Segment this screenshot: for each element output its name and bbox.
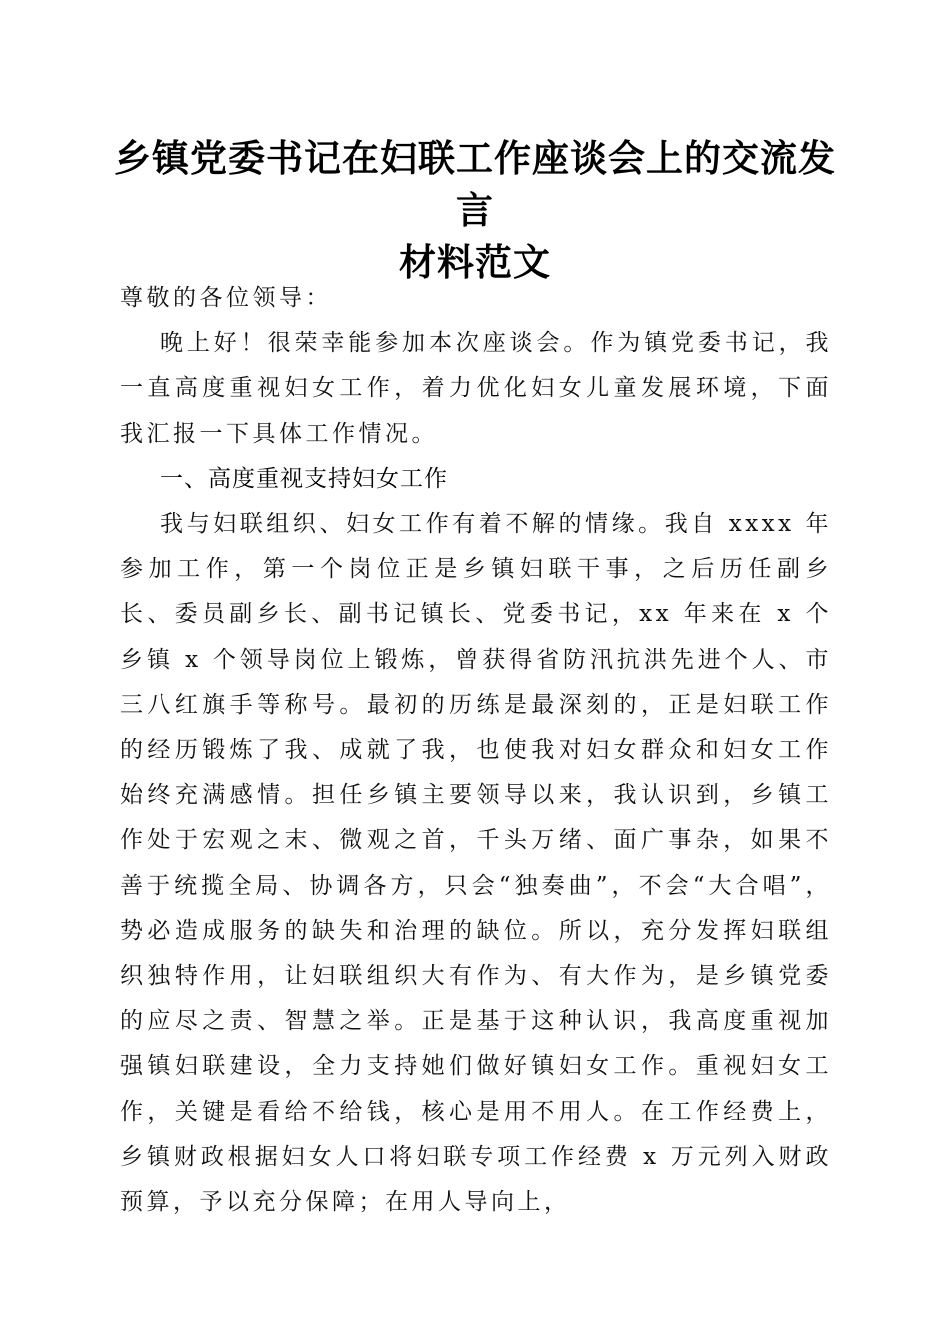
paragraph-section-1: 我与妇联组织、妇女工作有着不解的情缘。我自 xxxx 年参加工作，第一个岗位正是乡镇妇联干事，之后历任副乡长、委员副乡长、副书记镇长、党委书记，xx 年来在 x 个乡镇 x 个领导岗位上锻炼，曾获得省防汛抗洪先进个人、市三八红旗手等称号。最初的历练是最深刻的，正是妇联工作的经历锻炼了我、成就了我，也使我对妇女群众和妇女工作始终充满感情。担任乡镇主要领导以来，我认识到，乡镇工作处于宏观之末、微观之首，千头万绪、面广事杂，如果不善于统揽全局、协调各方，只会“独奏曲”，不会“大合唱”，势必造成服务的缺失和治理的缺位。所以，充分发挥妇联组织独特作用，让妇联组织大有作为、有大作为，是乡镇党委的应尽之责、智慧之举。正是基于这种认识，我高度重视加强镇妇联建设，全力支持她们做好镇妇女工作。重视妇女工作，关键是看给不给钱，核心是用不用人。在工作经费上，乡镇财政根据妇女人口将妇联专项工作经费 x 万元列入财政预算，予以充分保障；在用人导向上，	[120, 511, 832, 1216]
document-title	[100, 132, 850, 288]
document-body	[120, 276, 832, 1225]
salutation: 尊敬的各位领导：	[120, 285, 332, 311]
section-heading-1: 一、高度重视支持妇女工作	[160, 465, 448, 492]
paragraph-greeting: 晚上好！很荣幸能参加本次座谈会。作为镇党委书记，我一直高度重视妇女工作，着力优化妇女儿童发展环境，下面我汇报一下具体工作情况。	[120, 330, 832, 447]
title-line-2: 材料范文	[399, 240, 551, 284]
title-line-1: 乡镇党委书记在妇联工作座谈会上的交流发言	[114, 136, 836, 232]
